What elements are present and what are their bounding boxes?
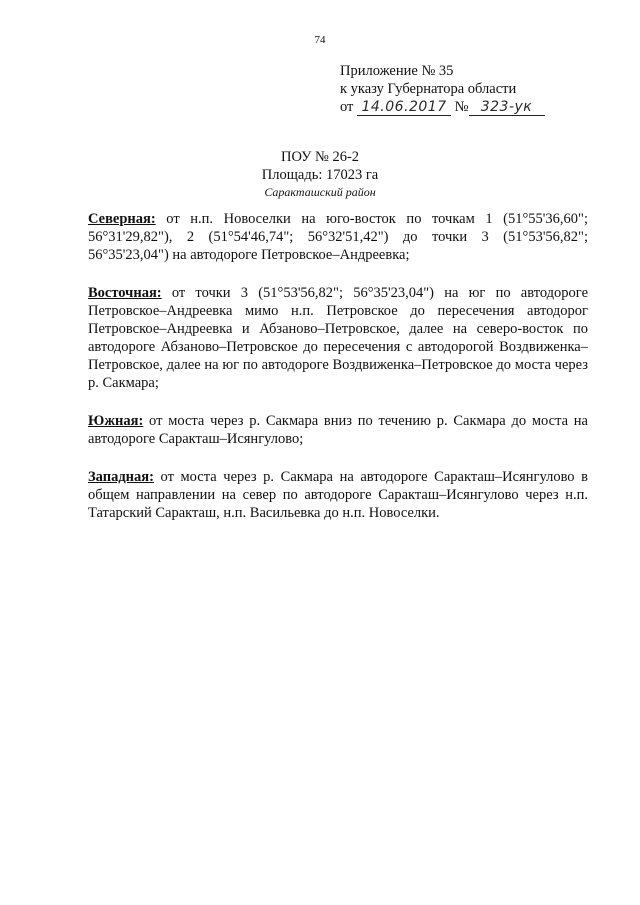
section-north <box>88 210 588 264</box>
district-line: Саракташский район <box>264 185 376 199</box>
section-heading: Западная: <box>88 469 154 485</box>
document-title-block <box>0 148 640 200</box>
section-west <box>88 468 588 522</box>
section-text: от точки 3 (51°53'56,82"; 56°35'23,04") на юг по автодороге Петровское–Андреевка мимо н.п. Петровское до пересечения автодорог Петровское–Андреевка и Абзаново–Петровское, далее на северо-восток по автодороге Абзаново–Петровское до пересечения с автодорогой Воздвиженка–Петровское, далее на юг по автодороге Воздвиженка–Петровское до моста через р. Сакмара; <box>88 285 588 391</box>
section-text: от моста через р. Сакмара вниз по течению р. Сакмара до моста на автодороге Саракташ–Исянгулово; <box>88 413 588 447</box>
document-title: ПОУ № 26-2 <box>280 149 360 165</box>
section-east <box>88 284 588 392</box>
section-south <box>88 412 588 448</box>
appendix-decree-ref: к указу Губернатора области <box>340 81 517 97</box>
page-number: 74 <box>314 34 326 46</box>
number-prefix: № <box>454 99 469 115</box>
area-line: Площадь: 17023 га <box>261 167 379 183</box>
section-text: от н.п. Новоселки на юго-восток по точкам 1 (51°55'36,60"; 56°31'29,82"), 2 (51°54'46,74"; 56°32'51,42") до точки 3 (51°53'56,82"; 56°35'23,04") на автодороге Петровское–Андреевка; <box>88 211 588 263</box>
section-heading: Южная: <box>88 413 144 429</box>
appendix-header <box>340 62 610 116</box>
handwritten-number: 323-ук <box>469 100 545 116</box>
section-text: от моста через р. Сакмара на автодороге Саракташ–Исянгулово в общем направлении на север по автодороге Саракташ–Исянгулово через н.п. Татарский Саракташ, н.п. Васильевка до н.п. Новоселки. <box>88 469 588 521</box>
section-heading: Восточная: <box>88 285 162 301</box>
appendix-date-line <box>340 98 610 116</box>
appendix-title: Приложение № 35 <box>340 63 454 79</box>
document-body <box>88 210 588 542</box>
date-prefix: от <box>340 99 354 115</box>
section-heading: Северная: <box>88 211 156 227</box>
handwritten-date: 14.06.2017 <box>357 100 451 116</box>
